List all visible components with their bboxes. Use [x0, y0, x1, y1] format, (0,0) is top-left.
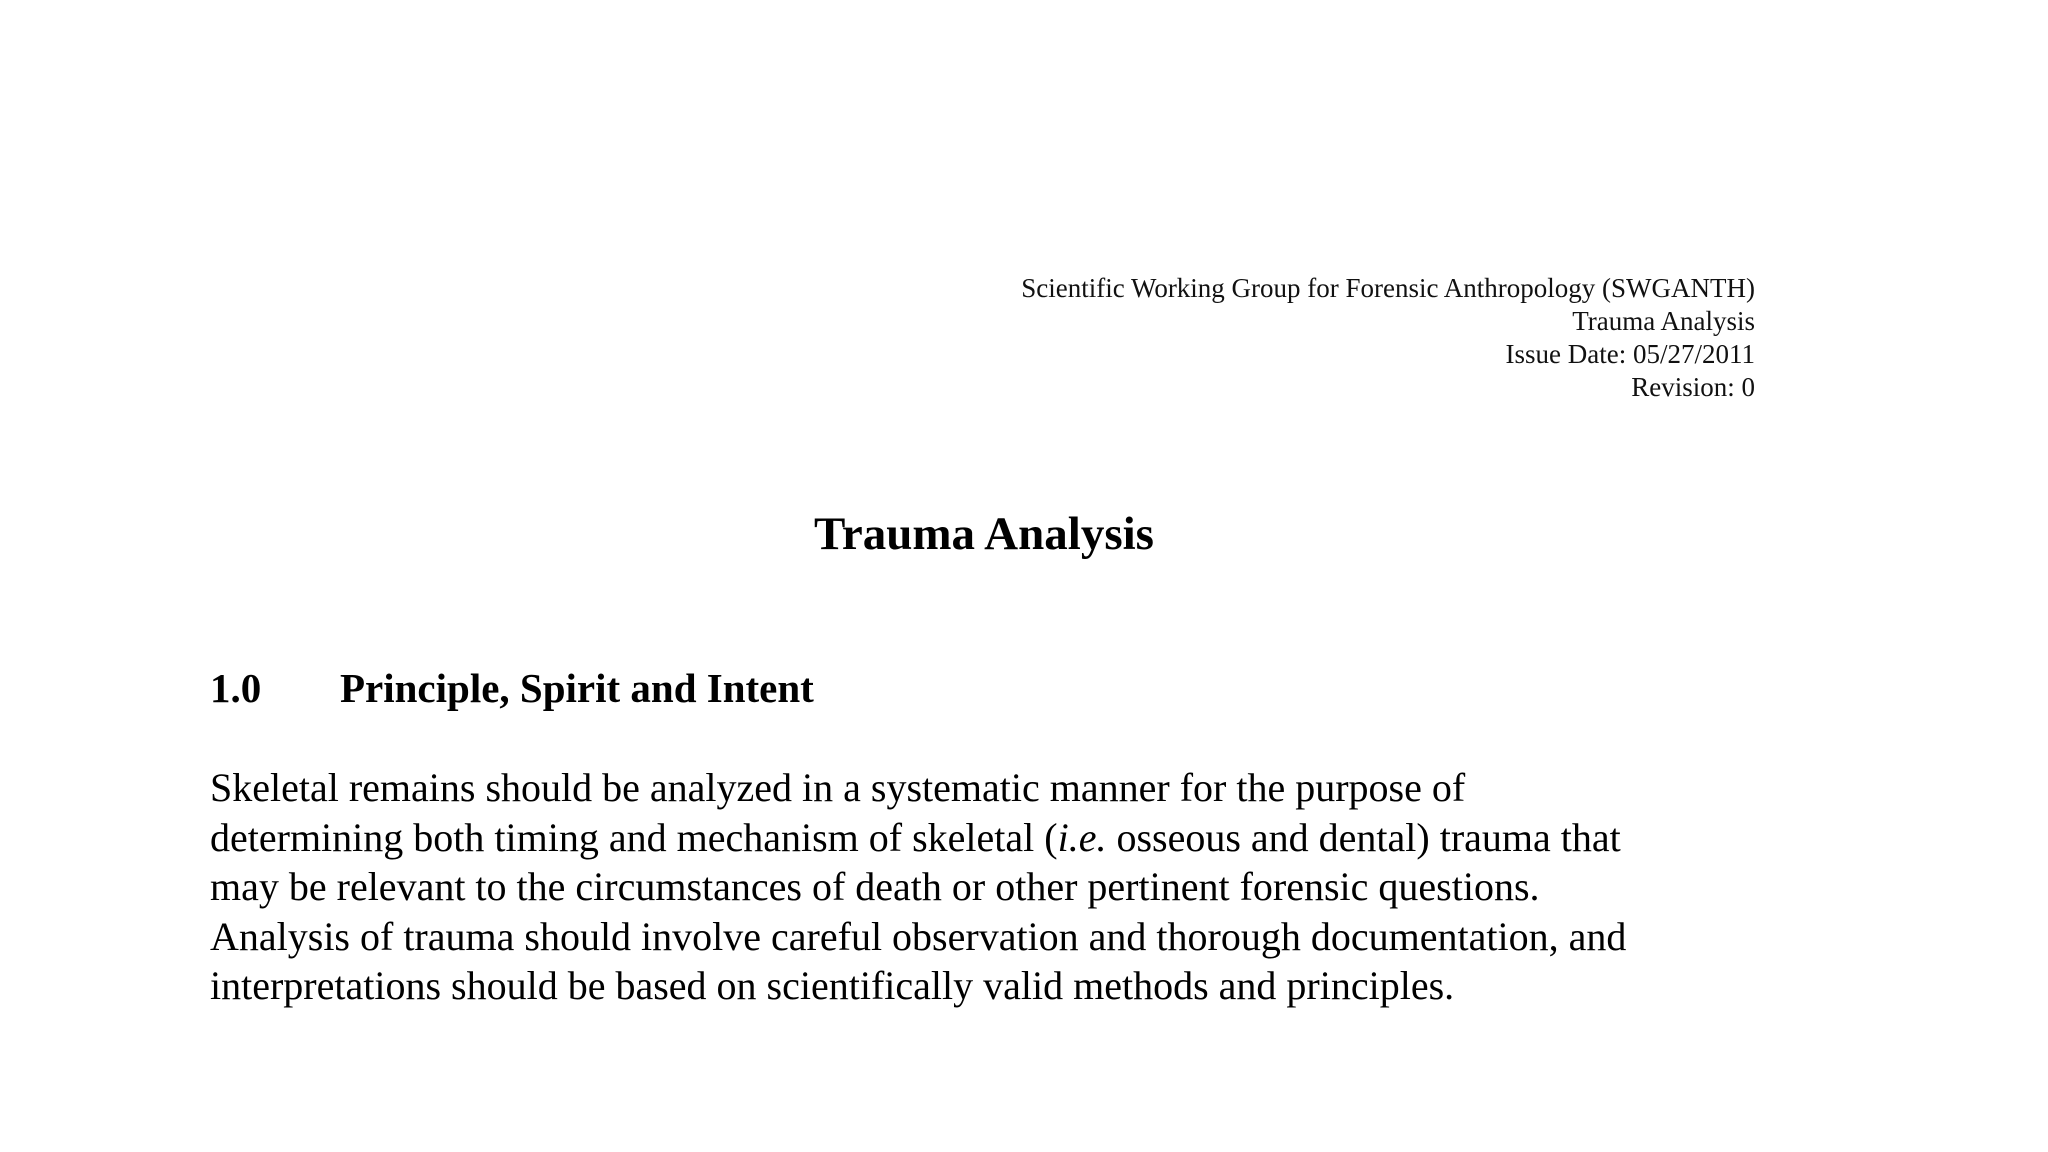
header-organization: Scientific Working Group for Forensic Anthropology (SWGANTH) [1021, 273, 1755, 303]
header-document-name: Trauma Analysis [1572, 306, 1755, 336]
section-number: 1.0 [210, 665, 262, 711]
paragraph-text: determining both timing and mechanism of skeletal ( [210, 814, 1058, 860]
paragraph-line [210, 813, 1770, 863]
paragraph-line: Skeletal remains should be analyzed in a systematic manner for the purpose of [210, 765, 1466, 810]
paragraph-italic-text: i.e. [1057, 814, 1107, 860]
document-header [1021, 272, 1755, 404]
page-title: Trauma Analysis [814, 508, 1154, 560]
section-paragraph [210, 763, 1770, 1011]
paragraph-line: Analysis of trauma should involve careful observation and thorough documentation, and [210, 913, 1627, 959]
paragraph-line: interpretations should be based on scientifically valid methods and principles. [210, 963, 1455, 1008]
section-heading-text: Principle, Spirit and Intent [340, 665, 814, 711]
header-issue-date: Issue Date: 05/27/2011 [1505, 339, 1755, 369]
paragraph-line: may be relevant to the circumstances of death or other pertinent forensic questions. [210, 864, 1540, 909]
header-revision: Revision: 0 [1631, 372, 1755, 402]
section-heading [210, 663, 814, 713]
paragraph-text: osseous and dental) trauma that [1106, 814, 1621, 860]
